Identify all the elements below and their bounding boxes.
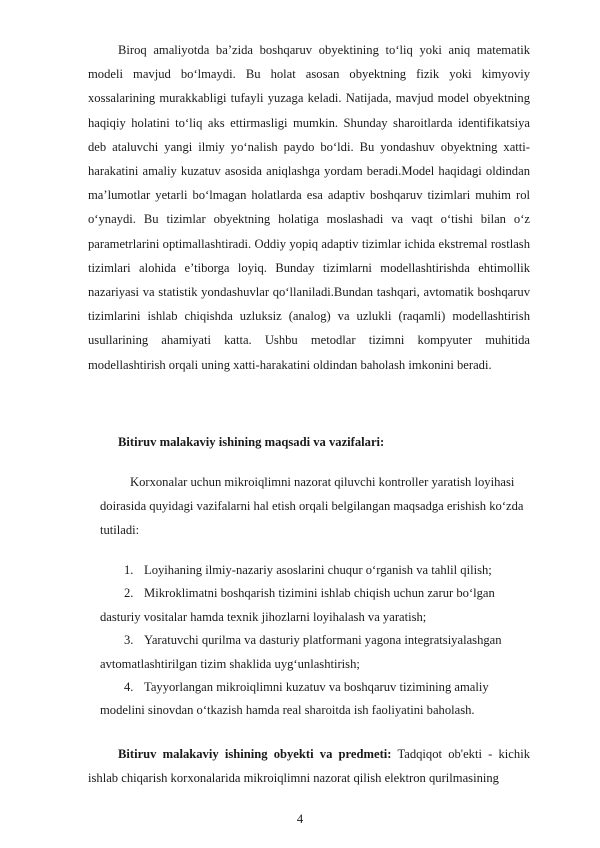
list-item-number: 1. (124, 563, 134, 577)
list-item-number: 3. (124, 633, 134, 648)
section-heading-object: Bitiruv malakaviy ishining obyekti va predmeti: (118, 747, 392, 761)
section-heading-goals: Bitiruv malakaviy ishining maqsadi va vazifalari: (118, 435, 385, 449)
list-item (100, 629, 530, 676)
list-item-text: Loyihaning ilmiy-nazariy asoslarini chuqur o‘rganish va tahlil qilish; (144, 563, 492, 577)
task-list (100, 559, 530, 723)
object-paragraph-text: Tadqiqot ob'ekti - kichik ishlab chiqarish korxonalarida mikroiqlimni nazorat qilish elektron qurilmasining (88, 747, 530, 786)
list-item (100, 582, 530, 629)
body-paragraph-identification: Biroq amaliyotda ba’zida boshqaruv obyektining to‘liq yoki aniq matematik modeli mavjud bo‘lmaydi. Bu holat asosan obyektning fizik yoki kimyoviy xossalarining murakkabligi tufayli yuzaga keladi. Natijada, mavjud model obyektning haqiqiy holatini to‘liq aks ettirmasligi mumkin. Shunday sharoitlarda identifikatsiya deb ataluvchi yangi ilmiy yo‘nalish paydo bo‘ldi. Bu yondashuv obyektning xatti-harakatini amaliy kuzatuv asosida aniqlashga yordam beradi.Model haqidagi oldindan ma’lumotlar yetarli bo‘lmagan holatlarda esa adaptiv boshqaruv tizimlari muhim rol o‘ynaydi. Bu tizimlar obyektning holatiga moslashadi va vaqt o‘tishi bilan o‘z parametrlarini optimallashtiradi. Oddiy yopiq adaptiv tizimlar ichida ekstremal rostlash tizimlari alohida e’tiborga loyiq. Bunday tizimlarni modellashtirishda ehtimollik nazariyasi va statistik yondashuvlar qo‘llaniladi.Bundan tashqari, avtomatik boshqaruv tizimlarini ishlab chiqishda uzluksiz (analog) va uzlukli (raqamli) modellashtirish usullarining ahamiyati katta. Ushbu metodlar tizimni kompyuter muhitida modellashtirish orqali uning xatti-harakatini oldindan baholash imkonini beradi. (88, 43, 530, 372)
list-item-number: 4. (124, 680, 134, 695)
list-item-text: Mikroklimatni boshqarish tizimini ishlab chiqish uchun zarur bo‘lgan dasturiy vositalar hamda texnik jihozlarni loyihalash va yaratish; (100, 586, 495, 624)
list-item (100, 676, 530, 723)
list-item (100, 559, 530, 582)
list-item-text: Yaratuvchi qurilma va dasturiy platformani yagona integratsiyalashgan avtomatlashtirilgan tizim shaklida uyg‘unlashtirish; (100, 633, 502, 671)
list-item-text: Tayyorlangan mikroiqlimni kuzatuv va boshqaruv tizimining amaliy modelini sinovdan o‘tkazish hamda real sharoitda ish faoliyatini baholash. (100, 680, 489, 718)
body-paragraph-goals-intro: Korxonalar uchun mikroiqlimni nazorat qiluvchi kontroller yaratish loyihasi doirasida quyidagi vazifalarni hal etish orqali belgilangan maqsadga erishish ko‘zda tutiladi: (100, 475, 524, 538)
page-number: 4 (296, 812, 304, 826)
body-paragraph-object (88, 742, 530, 791)
list-item-number: 2. (124, 586, 134, 601)
